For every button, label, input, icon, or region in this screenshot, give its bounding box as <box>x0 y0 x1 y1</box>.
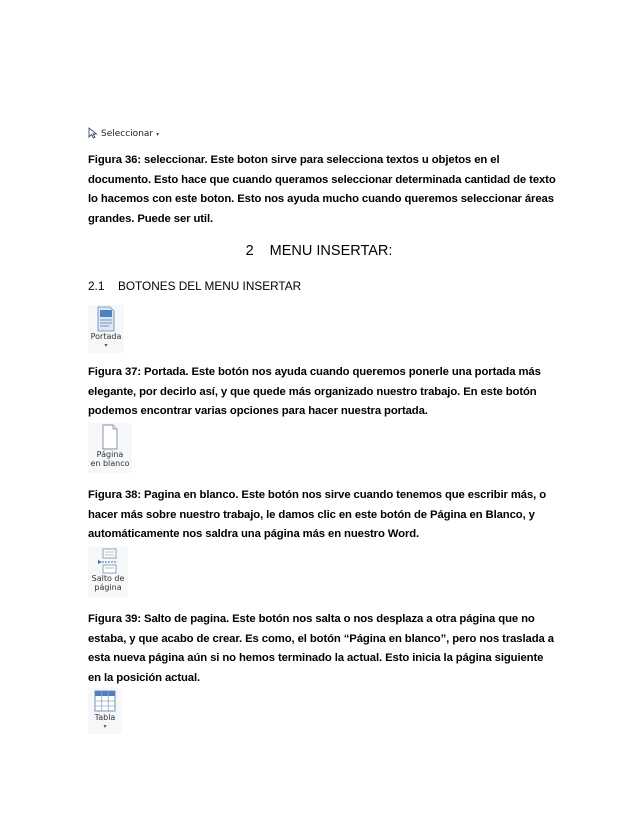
subheading-text: BOTONES DEL MENU INSERTAR <box>118 279 302 293</box>
seleccionar-label: Seleccionar <box>101 129 154 139</box>
salto-de-pagina-label-2: página <box>94 583 122 592</box>
pagina-en-blanco-button[interactable] <box>88 423 132 473</box>
chevron-down-icon: ▾ <box>103 723 107 730</box>
heading-menu-insertar <box>0 243 638 259</box>
blank-page-icon <box>100 424 120 450</box>
figure-36-caption: Figura 36: seleccionar. Este boton sirve para selecciona textos u objetos en el documento. Esto hace que cuando queramos seleccionar determinada cantidad de texto lo hacemos con este boton. Esto nos ayuda mucho cuando queremos seleccionar áreas grandes. Puede ser util. <box>88 154 556 225</box>
pagina-en-blanco-label-1: Página <box>96 450 124 459</box>
chevron-down-icon: ▾ <box>104 342 108 349</box>
figure-37-caption: Figura 37: Portada. Este botón nos ayuda cuando queremos ponerle una portada más elegante, por decirlo así, y que quede más organizado nuestro trabajo. En este botón podemos encontrar varias opciones para hacer nuestra portada. <box>88 366 541 417</box>
salto-de-pagina-button[interactable] <box>88 547 128 597</box>
heading-botones-menu <box>88 279 301 293</box>
portada-label: Portada <box>90 332 122 341</box>
chevron-down-icon: ▾ <box>156 130 160 138</box>
table-icon <box>93 689 117 713</box>
figure-39-caption: Figura 39: Salto de pagina. Este botón nos salta o nos desplaza a otra página que no estaba, y que acabo de crear. Es como, el botón “Página en blanco”, pero nos traslada a esta nueva página aún si no hemos terminado la actual. Esto inicia la página siguiente en la posición actual. <box>88 613 554 684</box>
portada-button[interactable] <box>88 305 124 353</box>
pagina-en-blanco-label-2: en blanco <box>90 459 130 468</box>
tabla-button[interactable] <box>88 688 122 734</box>
heading-text: MENU INSERTAR: <box>269 243 393 259</box>
seleccionar-button[interactable] <box>88 126 172 142</box>
subheading-number: 2.1 <box>88 279 105 293</box>
tabla-label: Tabla <box>94 713 116 722</box>
salto-de-pagina-label-1: Salto de <box>91 574 125 583</box>
page-break-icon <box>97 548 119 574</box>
figure-38-caption: Figura 38: Pagina en blanco. Este botón nos sirve cuando tenemos que escribir más, o hacer más sobre nuestro trabajo, le damos clic en este botón de Página en Blanco, y automáticamente nos saldra una página más en nuestro Word. <box>88 489 547 540</box>
cover-page-icon <box>95 306 117 332</box>
heading-number: 2 <box>245 243 254 259</box>
cursor-arrow-icon <box>88 127 98 142</box>
